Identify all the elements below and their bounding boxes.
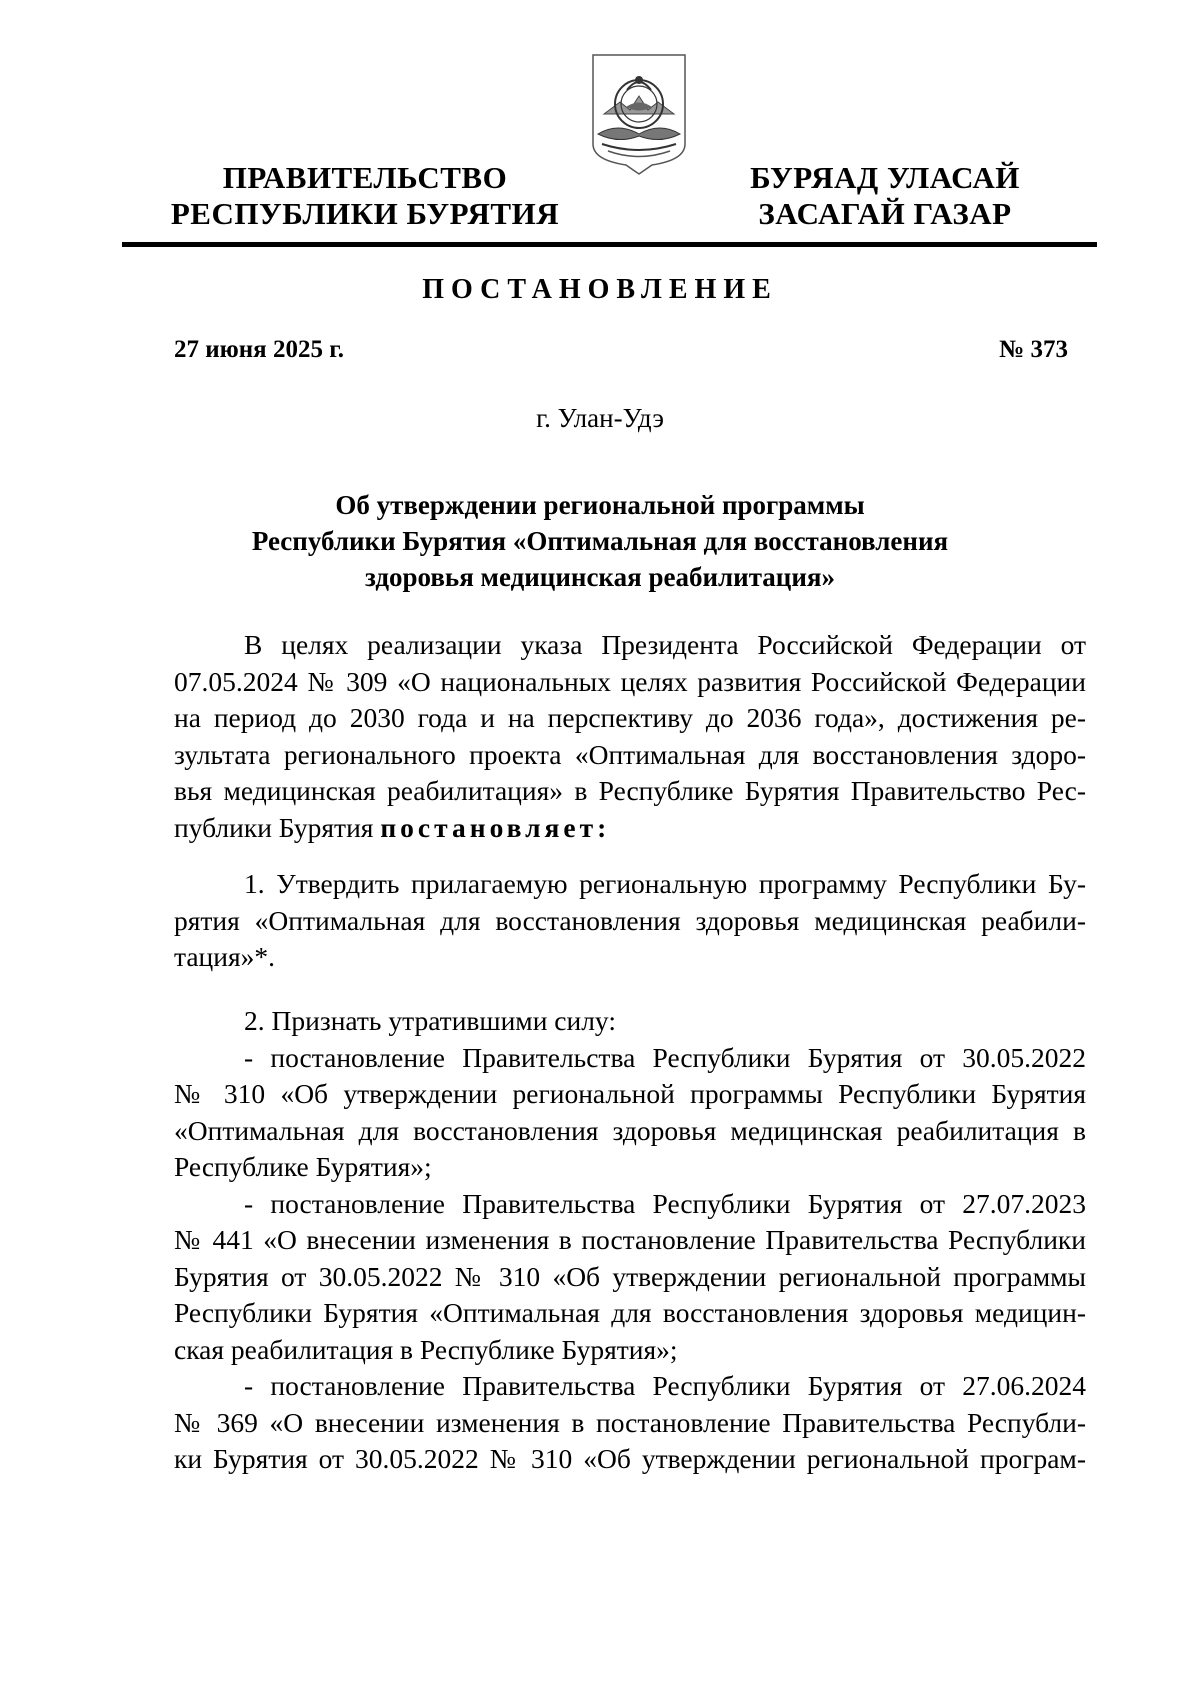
text-line: № 310 «Об утверждении региональной программы Республики Бурятия bbox=[174, 1078, 1086, 1109]
item-1-paragraph bbox=[174, 866, 1086, 976]
text-line: ская реабилитация в Республике Бурятия»; bbox=[174, 1333, 678, 1365]
text-line: 2. Признать утратившими силу: bbox=[244, 1005, 616, 1036]
text-line: - постановление Правительства Республики Бурятия от 30.05.2022 bbox=[244, 1041, 1086, 1073]
text-line: тация»*. bbox=[174, 941, 276, 972]
text-line: № 441 «О внесении изменения в постановление Правительства Республики bbox=[174, 1224, 1086, 1255]
government-name-russian bbox=[170, 160, 560, 232]
text-line: рятия «Оптимальная для восстановления здоровья медицинская реабили- bbox=[174, 904, 1086, 936]
government-name-line: ПРАВИТЕЛЬСТВО bbox=[222, 160, 508, 195]
preamble-paragraph bbox=[174, 627, 1086, 846]
government-name-line: ЗАСАГАЙ ГАЗАР bbox=[758, 196, 1012, 231]
decree-word: постановляет: bbox=[380, 811, 611, 843]
text-line: Республике Бурятия»; bbox=[174, 1151, 432, 1182]
document-title bbox=[150, 487, 1050, 595]
text-line: Бурятия от 30.05.2022 № 310 «Об утверждении региональной программы bbox=[174, 1260, 1086, 1292]
text-line: Республики Бурятия «Оптимальная для восстановления здоровья медицин- bbox=[174, 1297, 1086, 1328]
text-line: - постановление Правительства Республики Бурятия от 27.06.2024 bbox=[244, 1370, 1086, 1401]
document-number: № 373 bbox=[999, 336, 1068, 363]
text-line: - постановление Правительства Республики Бурятия от 27.07.2023 bbox=[244, 1187, 1086, 1219]
document-type: ПОСТАНОВЛЕНИЕ bbox=[422, 274, 778, 305]
text-line bbox=[174, 810, 1086, 847]
government-name-line: БУРЯАД УЛАСАЙ bbox=[750, 160, 1020, 195]
government-name-buryat bbox=[735, 160, 1035, 232]
document-city: г. Улан-Удэ bbox=[536, 403, 664, 433]
title-line: Об утверждении региональной программы bbox=[335, 490, 865, 520]
document-date: 27 июня 2025 г. bbox=[174, 336, 344, 363]
text-line: зультата регионального проекта «Оптимальная для восстановления здоро- bbox=[174, 738, 1086, 770]
text-fragment: публики Бурятия bbox=[174, 811, 381, 843]
header-divider bbox=[122, 242, 1097, 247]
title-line: Республики Бурятия «Оптимальная для восстановления bbox=[251, 526, 949, 556]
text-line: вья медицинская реабилитация» в Республике Бурятия Правительство Рес- bbox=[174, 775, 1086, 806]
government-name-line: РЕСПУБЛИКИ БУРЯТИЯ bbox=[170, 196, 560, 231]
title-line: здоровья медицинская реабилитация» bbox=[364, 562, 836, 592]
text-line: на период до 2030 года и на перспективу до 2036 года», достижения ре- bbox=[174, 702, 1086, 733]
coat-of-arms-emblem bbox=[590, 52, 688, 176]
text-line: 1. Утвердить прилагаемую региональную программу Республики Бу- bbox=[244, 868, 1086, 899]
text-line: В целях реализации указа Президента Российской Федерации от bbox=[244, 629, 1086, 660]
text-line: ки Бурятия от 30.05.2022 № 310 «Об утверждении региональной програм- bbox=[174, 1443, 1086, 1474]
item-2-paragraph bbox=[174, 1003, 1086, 1478]
text-line: № 369 «О внесении изменения в постановление Правительства Республи- bbox=[174, 1406, 1086, 1438]
text-line: 07.05.2024 № 309 «О национальных целях развития Российской Федерации bbox=[174, 665, 1086, 697]
text-line: «Оптимальная для восстановления здоровья медицинская реабилитация в bbox=[174, 1114, 1086, 1146]
